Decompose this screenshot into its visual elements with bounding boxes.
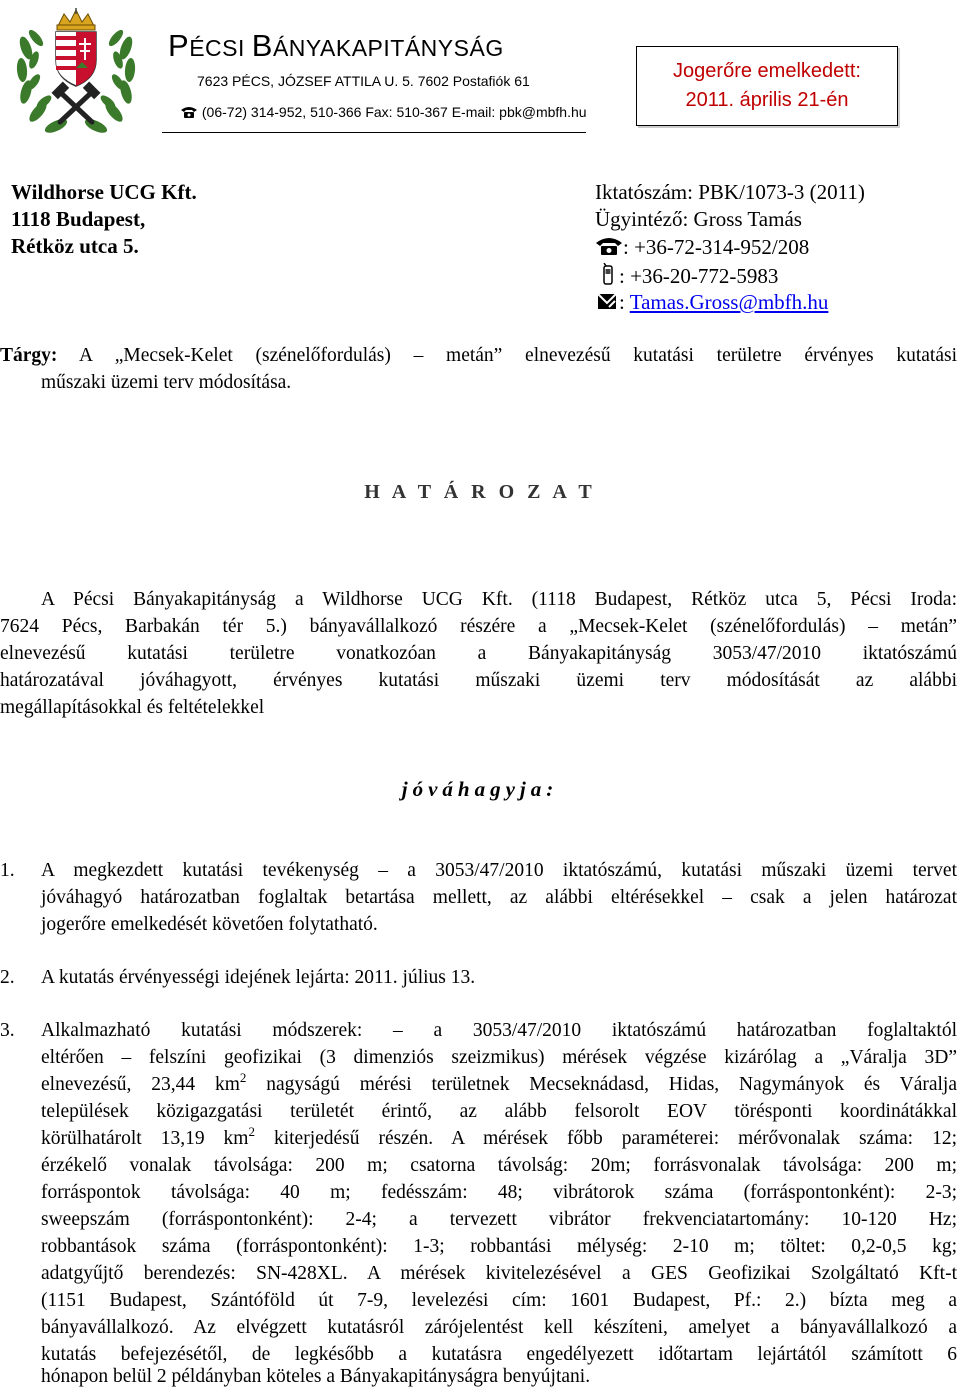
intro-line-5: megállapításokkal és feltételekkel [0, 697, 265, 718]
item3-line-7: forráspontok távolsága: 40 m; fedésszám: 48; vibrátorok száma (forráspontonként): 2-3; [41, 1182, 957, 1203]
subject-text-1: A „Mecsek-Kelet (szénelőfordulás) – metán” elnevezésű kutatási területre érvényes kutatási [79, 345, 957, 366]
item3-line-3 [41, 1070, 958, 1096]
item1-line-2: jóváhagyó határozatban foglaltak betartása mellett, az alábbi eltérésekkel – csak a jelen határozat [41, 887, 957, 908]
phone-icon [595, 236, 623, 256]
item3-line-5a: körülhatárolt 13,19 km [41, 1128, 249, 1149]
item3-line-9: robbantások száma (forráspontonként): 1-3; robbantási mélység: 2-10 m; töltet: 0,2-0,5 kg; [41, 1236, 957, 1257]
approve-heading: jóváhagyja: [401, 777, 559, 801]
decision-heading: H A T Á R O Z A T [364, 481, 596, 503]
org-address: 7623 PÉCS, JÓZSEF ATTILA U. 5. 7602 Postafiók 61 [197, 73, 530, 89]
handler-mobile [595, 263, 778, 289]
item3-line-5-sup: 2 [248, 1124, 255, 1139]
subject-line-2: műszaki üzemi terv módosítása. [41, 372, 292, 393]
item3-line-3a: elnevezésű, 23,44 km [41, 1074, 240, 1095]
item3-line-3-sup: 2 [239, 1070, 247, 1085]
item1-line-3: jogerőre emelkedését követően folytatható. [41, 914, 378, 935]
handler-phone [595, 235, 809, 260]
item2-text: A kutatás érvényességi idejének lejárta: 2011. július 13. [41, 967, 476, 988]
org-name-initial-b: B [251, 28, 273, 63]
legal-force-stamp [636, 46, 898, 126]
subject-line-1 [0, 345, 957, 367]
intro-line-3: elnevezésű kutatási területre vonatkozóan a Bányakapitányság 3053/47/2010 iktatószámú [0, 643, 957, 664]
intro-line-4: határozatával jóváhagyott, érvényes kutatási műszaki üzemi terv módosítását az alábbi [0, 670, 957, 691]
mobile-phone-icon [595, 263, 619, 285]
email-link[interactable]: Tamas.Gross@mbfh.hu [629, 290, 829, 314]
intro-line-2: 7624 Pécs, Barbakán tér 5.) bányavállalkozó részére a „Mecsek-Kelet (szénelőfordulás) – metán” [0, 616, 957, 637]
item3-line-13: kutatás befejezésétől, de legkésőbb a kutatásra engedélyezett időtartam lejártától számított 6 [41, 1344, 957, 1365]
subject-label: Tárgy: [0, 345, 58, 366]
hammer-and-pick-icon [60, 92, 92, 122]
bányakapitányság-logo [12, 8, 140, 138]
item3-line-3b: nagyságú mérési területnek Mecseknádasd, Hidas, Nagymányok és Váralja [246, 1074, 958, 1095]
case-handler: Ügyintéző: Gross Tamás [595, 207, 802, 231]
item2-number: 2. [0, 967, 15, 988]
crown-icon [57, 8, 95, 30]
email-prefix: : [619, 290, 630, 314]
letterhead-divider [162, 132, 586, 133]
phone-icon [180, 106, 198, 119]
item1-line-1: A megkezdett kutatási tevékenység – a 3053/47/2010 iktatószámú, kutatási műszaki üzemi tervet [41, 860, 957, 881]
intro-line-1: A Pécsi Bányakapitányság a Wildhorse UCG Kft. (1118 Budapest, Rétköz utca 5, Pécsi Iroda: [41, 589, 957, 610]
item1-number: 1. [0, 860, 15, 881]
shield-icon [56, 32, 96, 86]
org-name-part2: ÁNYAKAPITÁNYSÁG [272, 35, 504, 61]
item3-line-5b: kiterjedésű részén. A mérések főbb paraméterei: mérővonalak száma: 12; [254, 1128, 957, 1149]
item3-line-8: sweepszám (forráspontonként): 2-4; a tervezett vibrátor frekvenciatartomány: 10-120 Hz; [41, 1209, 957, 1230]
org-name [168, 28, 504, 64]
handler-phone-number: : +36-72-314-952/208 [623, 235, 810, 259]
item3-line-10: adatgyűjtő berendezés: SN-428XL. A mérések kivitelezésével a GES Geofizikai Szolgáltató Kft-t [41, 1263, 957, 1284]
item3-line-2: eltérően – felszíni geofizikai (3 dimenziós szeizmikus) mérések végzése kizárólag a „Váralja 3D” [41, 1047, 957, 1068]
item3-line-12: bányavállalkozó. Az elvégzett kutatásról zárójelentést kell készíteni, amelyet a bányavállalkozó a [41, 1317, 957, 1338]
legal-force-date: 2011. április 21-én [685, 89, 849, 111]
handler-email [595, 290, 828, 315]
recipient-name: Wildhorse UCG Kft. [11, 180, 197, 204]
item3-line-11: (1151 Budapest, Szántóföld út 7-9, levelezési cím: 1601 Budapest, Pf.: 2.) bízta meg a [41, 1290, 957, 1311]
recipient-city: 1118 Budapest, [11, 207, 146, 231]
item3-number: 3. [0, 1020, 15, 1041]
envelope-icon [595, 291, 619, 311]
recipient-street: Rétköz utca 5. [11, 234, 139, 258]
org-contact-text: (06-72) 314-952, 510-366 Fax: 510-367 E-mail: pbk@mbfh.hu [201, 104, 587, 120]
org-contact [180, 104, 587, 120]
item3-line-4: települések közigazgatási területét érintő, az alább felsorolt EOV törésponti koordinátákkal [41, 1101, 957, 1122]
item3-line-5 [41, 1124, 957, 1150]
org-name-initial-p: P [168, 28, 190, 63]
legal-force-line1: Jogerőre emelkedett: [673, 60, 861, 82]
file-number: Iktatószám: PBK/1073-3 (2011) [595, 180, 865, 204]
item3-line-6: érzékelő vonalak távolsága: 200 m; csatorna távolság: 20m; forrásvonalak távolsága: 200 m; [41, 1155, 957, 1176]
handler-mobile-number: : +36-20-772-5983 [619, 264, 779, 288]
item3-line-14: hónapon belül 2 példányban köteles a Bányakapitányságra benyújtani. [41, 1366, 591, 1387]
org-name-part1: ÉCSI [189, 35, 252, 61]
item3-line-1: Alkalmazható kutatási módszerek: – a 3053/47/2010 iktatószámú határozatban foglaltaktól [41, 1020, 957, 1041]
